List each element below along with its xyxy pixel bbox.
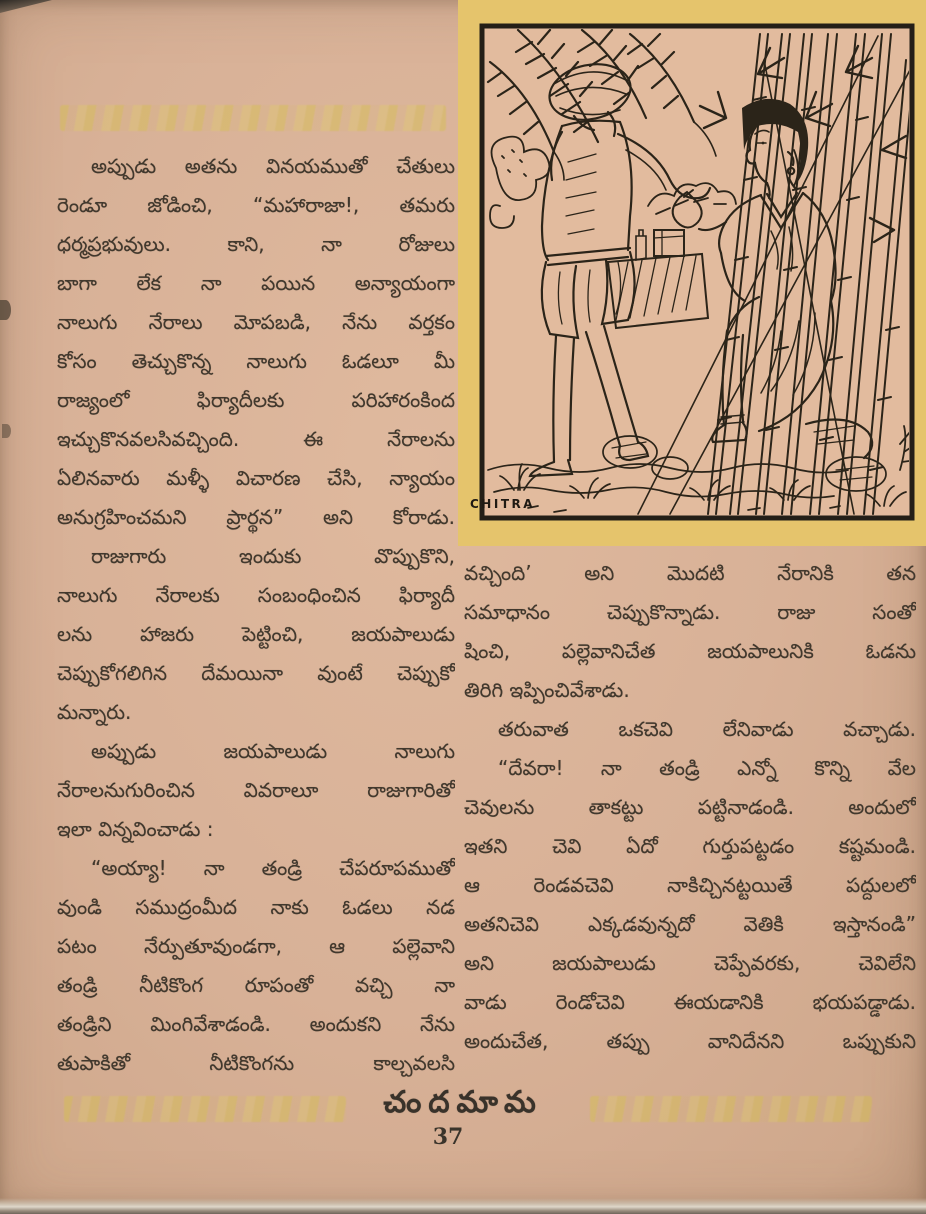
text-line: ఇతని చెవి ఏదో గుర్తుపట్టడం కష్టమండి. bbox=[464, 834, 916, 858]
text-line: ఇలా విన్నవించాడు : bbox=[57, 817, 214, 841]
text-line: చెవులను తాకట్టు పట్టినాడండి. అందులో bbox=[464, 795, 916, 819]
right-text-column bbox=[464, 554, 916, 1061]
decorative-band-top bbox=[60, 105, 446, 131]
text-line: అప్పుడు జయపాలుడు నాలుగు bbox=[91, 739, 455, 763]
text-line: తుపాకితో నీటికొంగను కాల్చవలసి bbox=[57, 1051, 455, 1075]
text-line: వాడు రెండోచెవి ఈయడానికి భయపడ్డాడు. bbox=[464, 990, 916, 1014]
illustrator-signature: CHITRA bbox=[470, 497, 536, 511]
text-line: అని జయపాలుడు చెప్పేవరకు, చెవిలేని bbox=[464, 951, 916, 975]
text-line: చెప్పుకోగలిగిన దేమయినా వుంటే చెప్పుకో bbox=[57, 661, 455, 685]
text-line: నేరాలనుగురించిన వివరాలూ రాజుగారితో bbox=[57, 778, 455, 802]
text-line: వుండి సముద్రంమీద నాకు ఓడలు నడ bbox=[57, 895, 455, 919]
text-line: తండ్రి నీటికొంగ రూపంతో వచ్చి నా bbox=[57, 973, 455, 997]
text-line: అప్పుడు అతను వినయముతో చేతులు bbox=[91, 154, 455, 178]
left-text-column bbox=[57, 147, 455, 1083]
text-line: సమాధానం చెప్పుకొన్నాడు. రాజు సంతో bbox=[464, 600, 916, 624]
text-line: నాలుగు నేరాలు మోపబడి, నేను వర్తకం bbox=[57, 310, 455, 334]
text-line: అతనిచెవి ఎక్కడవున్నదో వెతికి ఇస్తానండి” bbox=[464, 912, 916, 936]
text-line: రాజుగారు ఇందుకు వొప్పుకొని, bbox=[91, 544, 455, 568]
text-line: లను హాజరు పెట్టించి, జయపాలుడు bbox=[57, 622, 455, 646]
text-line: బాగా లేక నా పయిన అన్యాయంగా bbox=[57, 271, 455, 295]
illustration-art bbox=[458, 0, 926, 546]
binding-mark bbox=[2, 424, 11, 438]
text-line: షించి, పల్లెవానిచేత జయపాలునికి ఓడను bbox=[464, 639, 916, 663]
binding-mark bbox=[0, 300, 11, 320]
text-line: ఆ రెండవచెవి నాకిచ్చినట్టయితే పద్దులలో bbox=[464, 873, 916, 897]
decorative-band-bottom-left bbox=[64, 1096, 346, 1122]
text-line: “దేవరా! నా తండ్రి ఎన్నో కొన్ని వేల bbox=[498, 756, 916, 780]
text-line: రెండూ జోడించి, “మహారాజా!, తమరు bbox=[57, 193, 455, 217]
text-line: తరువాత ఒకచెవి లేనివాడు వచ్చాడు. bbox=[498, 717, 916, 741]
text-line: “అయ్యా! నా తండ్రి చేపరూపముతో bbox=[91, 856, 455, 880]
text-line: ఇచ్చుకొనవలసివచ్చింది. ఈ నేరాలను bbox=[57, 427, 455, 451]
text-line: అనుగ్రహించమని ప్రార్థన” అని కోరాడు. bbox=[57, 505, 455, 529]
text-line: ఏలినవారు మళ్ళీ విచారణ చేసి, న్యాయం bbox=[57, 466, 455, 490]
text-line: కోసం తెచ్చుకొన్న నాలుగు ఓడలూ మీ bbox=[57, 349, 455, 373]
page-corner-tear bbox=[0, 0, 52, 13]
text-line: తిరిగి ఇప్పించివేశాడు. bbox=[464, 678, 630, 702]
text-line: తండ్రిని మింగివేశాడండి. అందుకని నేను bbox=[57, 1012, 455, 1036]
story-illustration bbox=[458, 0, 926, 546]
decorative-band-bottom-right bbox=[590, 1096, 872, 1122]
page-bottom-edge bbox=[0, 1198, 926, 1214]
text-line: ధర్మప్రభువులు. కాని, నా రోజులు bbox=[57, 232, 455, 256]
text-line: పటం నేర్పుతూవుండగా, ఆ పల్లెవాని bbox=[57, 934, 455, 958]
publication-title: చందమామ bbox=[383, 1085, 543, 1120]
text-line: అందుచేత, తప్పు వానిదేనని ఒప్పుకుని bbox=[464, 1029, 916, 1053]
text-line: నాలుగు నేరాలకు సంబంధించిన ఫిర్యాదీ bbox=[57, 583, 455, 607]
page-number: 37 bbox=[432, 1124, 464, 1150]
text-line: మన్నారు. bbox=[57, 700, 132, 724]
text-line: వచ్చింది’ అని మొదటి నేరానికి తన bbox=[464, 561, 916, 585]
text-line: రాజ్యంలో ఫిర్యాదీలకు పరిహారంకింద bbox=[57, 388, 455, 412]
